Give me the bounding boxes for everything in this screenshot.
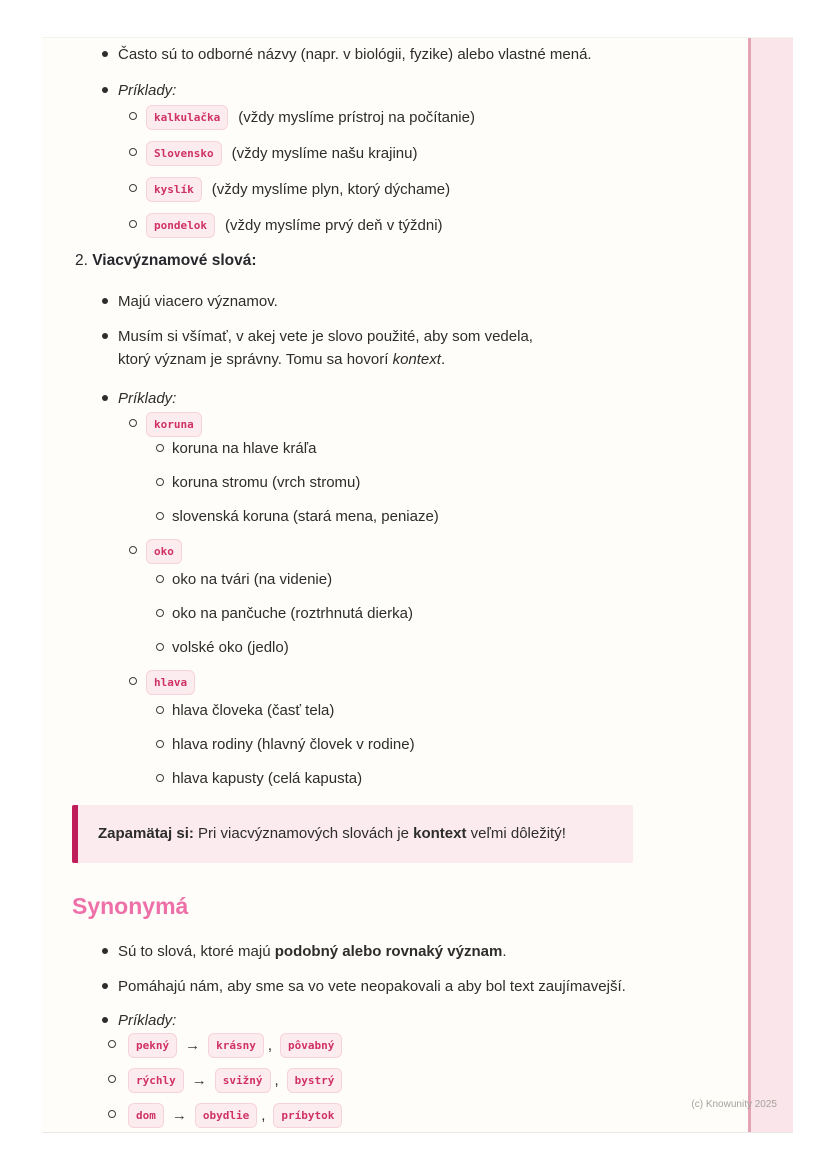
circle-bullet-icon	[108, 1075, 116, 1083]
callout-text-end: veľmi dôležitý!	[466, 825, 566, 842]
circle-bullet-icon	[156, 575, 164, 583]
code-badge: svižný	[215, 1068, 271, 1093]
bullet-dot-icon	[102, 333, 108, 339]
synonym-row	[72, 1033, 712, 1058]
example-item	[72, 141, 712, 166]
list-item	[72, 43, 652, 66]
code-badge: rýchly	[128, 1068, 184, 1093]
numbered-heading	[72, 249, 712, 272]
kontext-italic: kontext	[392, 351, 441, 368]
meaning-item	[72, 733, 712, 756]
meaning-item	[72, 767, 712, 790]
circle-bullet-icon	[156, 478, 164, 486]
bullet-dot-icon	[102, 87, 108, 93]
meaning-item	[72, 699, 712, 722]
document-content	[72, 43, 712, 1128]
code-badge: hlava	[146, 670, 195, 695]
list-item-examples-label	[72, 387, 652, 410]
page-right-stripe	[748, 38, 793, 1132]
bullet-dot-icon	[102, 983, 108, 989]
bullet-dot-icon	[102, 298, 108, 304]
circle-bullet-icon	[156, 609, 164, 617]
examples-label: Príklady:	[118, 390, 177, 407]
circle-bullet-icon	[129, 184, 137, 192]
bullet-dot-icon	[102, 51, 108, 57]
list-item-text: Majú viacero významov.	[118, 293, 278, 310]
code-badge: pondelok	[146, 213, 215, 238]
code-badge: krásny	[208, 1033, 264, 1058]
circle-bullet-icon	[129, 677, 137, 685]
comma-separator: ,	[261, 1107, 266, 1124]
list-item-examples-label	[72, 1009, 652, 1032]
list-item-text: Sú to slová, ktoré majú	[118, 943, 275, 960]
list-item	[72, 325, 562, 371]
meaning-text: koruna na hlave kráľa	[172, 440, 317, 457]
code-badge: pekný	[128, 1033, 177, 1058]
meaning-text: hlava kapusty (celá kapusta)	[172, 770, 363, 787]
meaning-item	[72, 437, 712, 460]
synonym-row	[72, 1103, 712, 1128]
example-item	[72, 177, 712, 202]
watermark: (c) Knowunity 2025	[691, 1099, 777, 1110]
list-item	[72, 975, 652, 998]
document-page	[42, 37, 793, 1133]
circle-bullet-icon	[129, 148, 137, 156]
callout-label: Zapamätaj si:	[98, 825, 194, 842]
meaning-text: oko na tvári (na videnie)	[172, 571, 333, 588]
comma-separator: ,	[274, 1072, 279, 1089]
meaning-item	[72, 636, 712, 659]
remember-callout	[72, 805, 633, 863]
circle-bullet-icon	[108, 1110, 116, 1118]
list-item-examples-label	[72, 79, 652, 102]
circle-bullet-icon	[129, 419, 137, 427]
circle-bullet-icon	[156, 444, 164, 452]
code-badge: oko	[146, 539, 182, 564]
list-item	[72, 940, 652, 963]
list-item-text: Musím si všímať, v akej vete je slovo použité, aby som vedela, ktorý význam je správny. Tomu sa hovorí	[118, 328, 533, 368]
meaning-text: koruna stromu (vrch stromu)	[172, 474, 361, 491]
circle-bullet-icon	[156, 740, 164, 748]
bullet-dot-icon	[102, 948, 108, 954]
circle-bullet-icon	[156, 774, 164, 782]
example-note: (vždy myslíme plyn, ktorý dýchame)	[211, 181, 451, 198]
circle-bullet-icon	[156, 512, 164, 520]
bullet-dot-icon	[102, 395, 108, 401]
callout-bold-word: kontext	[413, 825, 467, 842]
example-item	[72, 213, 712, 238]
meaning-item	[72, 505, 712, 528]
meaning-text: volské oko (jedlo)	[172, 639, 289, 656]
circle-bullet-icon	[156, 706, 164, 714]
code-badge: Slovensko	[146, 141, 222, 166]
bullet-dot-icon	[102, 1017, 108, 1023]
circle-bullet-icon	[129, 546, 137, 554]
list-item-text-end: .	[440, 351, 446, 368]
examples-label: Príklady:	[118, 82, 177, 99]
list-item-text-end: .	[502, 943, 507, 960]
code-badge: obydlie	[195, 1103, 257, 1128]
list-item	[72, 290, 652, 313]
meaning-text: hlava človeka (časť tela)	[172, 702, 335, 719]
bold-phrase: podobný alebo rovnaký význam	[274, 943, 503, 960]
code-badge: koruna	[146, 412, 202, 437]
meaning-text: oko na pančuche (roztrhnutá dierka)	[172, 605, 413, 622]
heading-number: 2.	[75, 252, 88, 269]
word-badge-row	[72, 412, 712, 437]
examples-label: Príklady:	[118, 1012, 177, 1029]
comma-separator: ,	[267, 1037, 273, 1054]
example-note: (vždy myslíme našu krajinu)	[231, 145, 418, 162]
meaning-text: slovenská koruna (stará mena, peniaze)	[172, 508, 439, 525]
circle-bullet-icon	[129, 220, 137, 228]
code-badge: príbytok	[273, 1103, 342, 1128]
meaning-text: hlava rodiny (hlavný človek v rodine)	[172, 736, 415, 753]
example-item	[72, 105, 712, 130]
list-item-text: Často sú to odborné názvy (napr. v biológii, fyzike) alebo vlastné mená.	[118, 46, 592, 63]
code-badge: kyslík	[146, 177, 202, 202]
synonym-row	[72, 1068, 712, 1093]
code-badge: dom	[128, 1103, 164, 1128]
meaning-item	[72, 568, 712, 591]
code-badge: pôvabný	[280, 1033, 342, 1058]
word-badge-row	[72, 670, 712, 695]
circle-bullet-icon	[108, 1040, 116, 1048]
circle-bullet-icon	[129, 112, 137, 120]
code-badge: bystrý	[287, 1068, 343, 1093]
meaning-item	[72, 471, 712, 494]
circle-bullet-icon	[156, 643, 164, 651]
example-note: (vždy myslíme prvý deň v týždni)	[224, 217, 443, 234]
arrow-right-icon: →	[171, 1107, 187, 1124]
example-note: (vždy myslíme prístroj na počítanie)	[238, 109, 475, 126]
meaning-item	[72, 602, 712, 625]
list-item-text: Pomáhajú nám, aby sme sa vo vete neopakovali a aby bol text zaujímavejší.	[118, 978, 626, 995]
code-badge: kalkulačka	[146, 105, 228, 130]
arrow-right-icon: →	[185, 1037, 201, 1054]
heading-title: Viacvýznamové slová:	[92, 252, 257, 269]
word-badge-row	[72, 539, 712, 564]
arrow-right-icon: →	[191, 1072, 207, 1089]
callout-text: Pri viacvýznamových slovách je	[193, 825, 414, 842]
section-heading-synonyma: Synonymá	[72, 893, 189, 919]
